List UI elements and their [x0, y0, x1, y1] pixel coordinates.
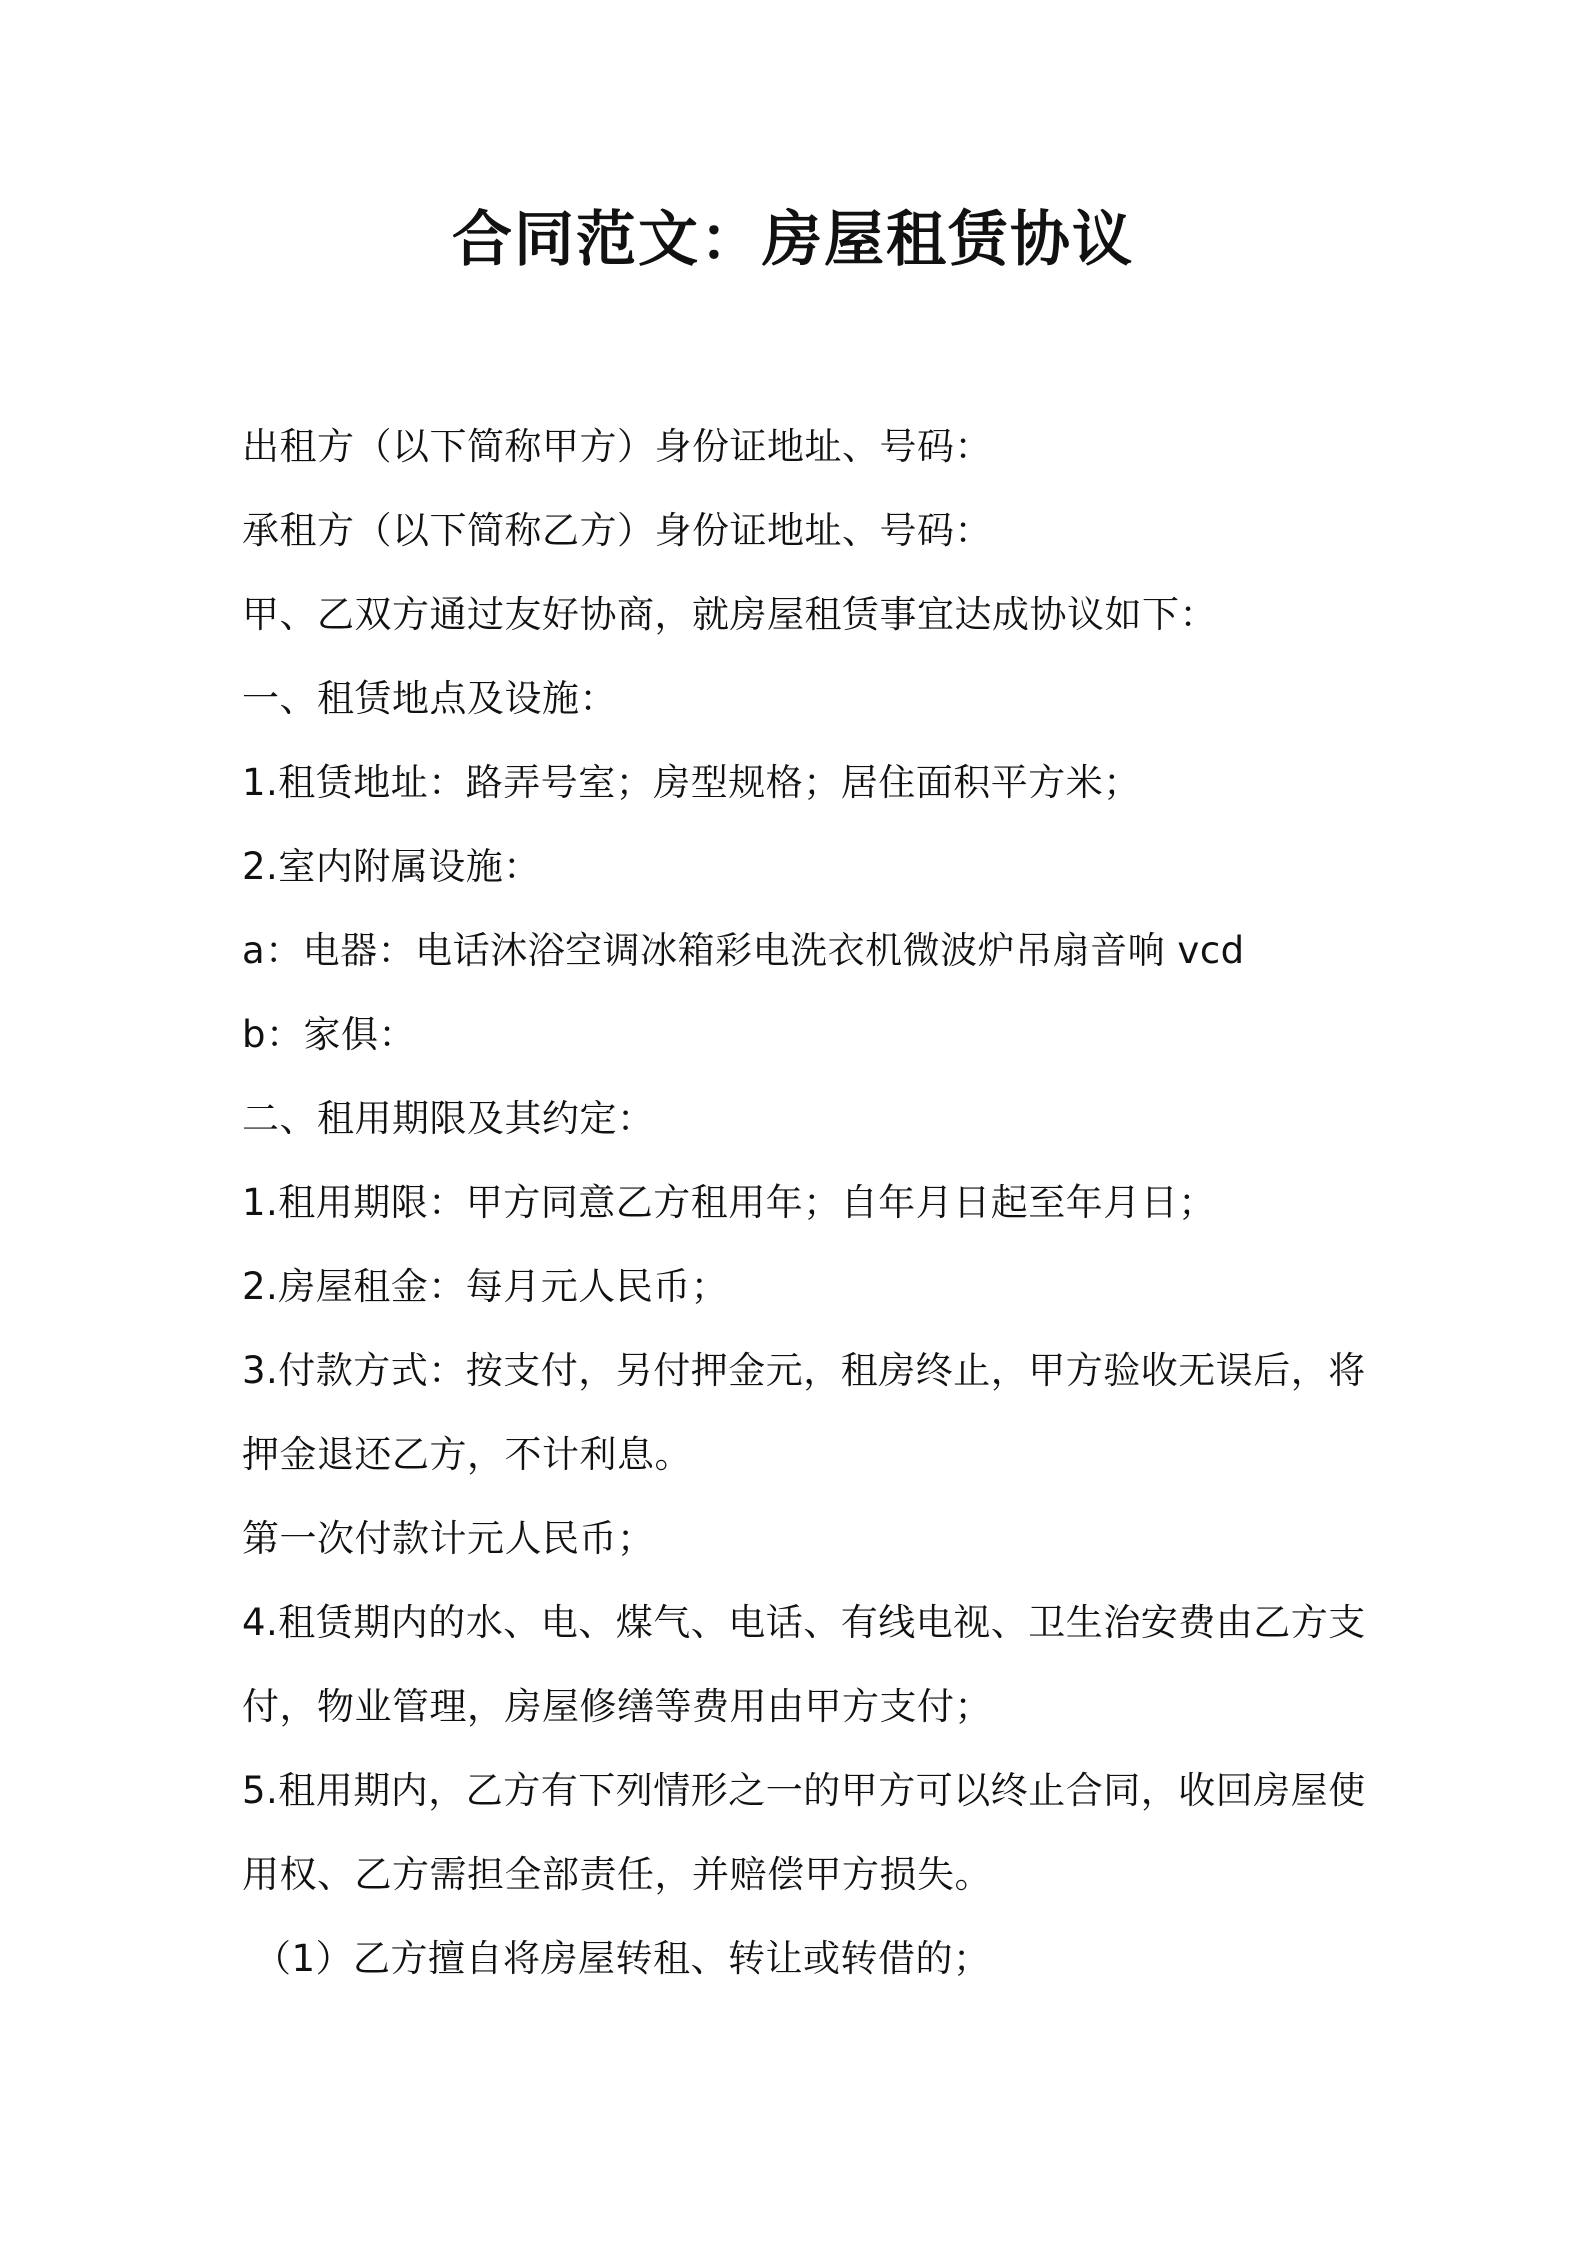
- text-line-facilities: 2.室内附属设施：: [242, 845, 541, 888]
- text-line-lessee: 承租方（以下简称乙方）身份证地址、号码：: [242, 509, 992, 552]
- text-line-payment-method-cont: 押金退还乙方，不计利息。: [242, 1433, 692, 1476]
- text-line-utilities: 4.租赁期内的水、电、煤气、电话、有线电视、卫生治安费由乙方支: [242, 1601, 1366, 1644]
- text-line-payment-method: 3.付款方式：按支付，另付押金元，租房终止，甲方验收无误后，将: [242, 1349, 1366, 1392]
- text-line-lessor: 出租方（以下简称甲方）身份证地址、号码：: [242, 425, 992, 468]
- document-body: [242, 405, 1372, 2001]
- text-line-appliances: a：电器：电话沐浴空调冰箱彩电洗衣机微波炉吊扇音响 vcd: [242, 929, 1245, 972]
- text-line-agreement-intro: 甲、乙双方通过友好协商，就房屋租赁事宜达成协议如下：: [242, 593, 1217, 636]
- text-line-termination-cont: 用权、乙方需担全部责任，并赔偿甲方损失。: [242, 1853, 992, 1896]
- text-line-first-payment: 第一次付款计元人民币；: [242, 1517, 655, 1560]
- text-line-address: 1.租赁地址：路弄号室；房型规格；居住面积平方米；: [242, 761, 1141, 804]
- text-line-utilities-cont: 付，物业管理，房屋修缮等费用由甲方支付；: [242, 1685, 992, 1728]
- text-line-furniture: b：家俱：: [242, 1013, 416, 1056]
- text-line-clause-1: （1）乙方擅自将房屋转租、转让或转借的；: [254, 1937, 991, 1980]
- text-line-rent: 2.房屋租金：每月元人民币；: [242, 1265, 729, 1308]
- document-title: 合同范文：房屋租赁协议: [452, 205, 1134, 275]
- section-heading-term: 二、租用期限及其约定：: [242, 1097, 655, 1140]
- text-line-termination: 5.租用期内，乙方有下列情形之一的甲方可以终止合同，收回房屋使: [242, 1769, 1366, 1812]
- text-line-lease-term: 1.租用期限：甲方同意乙方租用年；自年月日起至年月日；: [242, 1181, 1216, 1224]
- section-heading-location: 一、租赁地点及设施：: [242, 677, 617, 720]
